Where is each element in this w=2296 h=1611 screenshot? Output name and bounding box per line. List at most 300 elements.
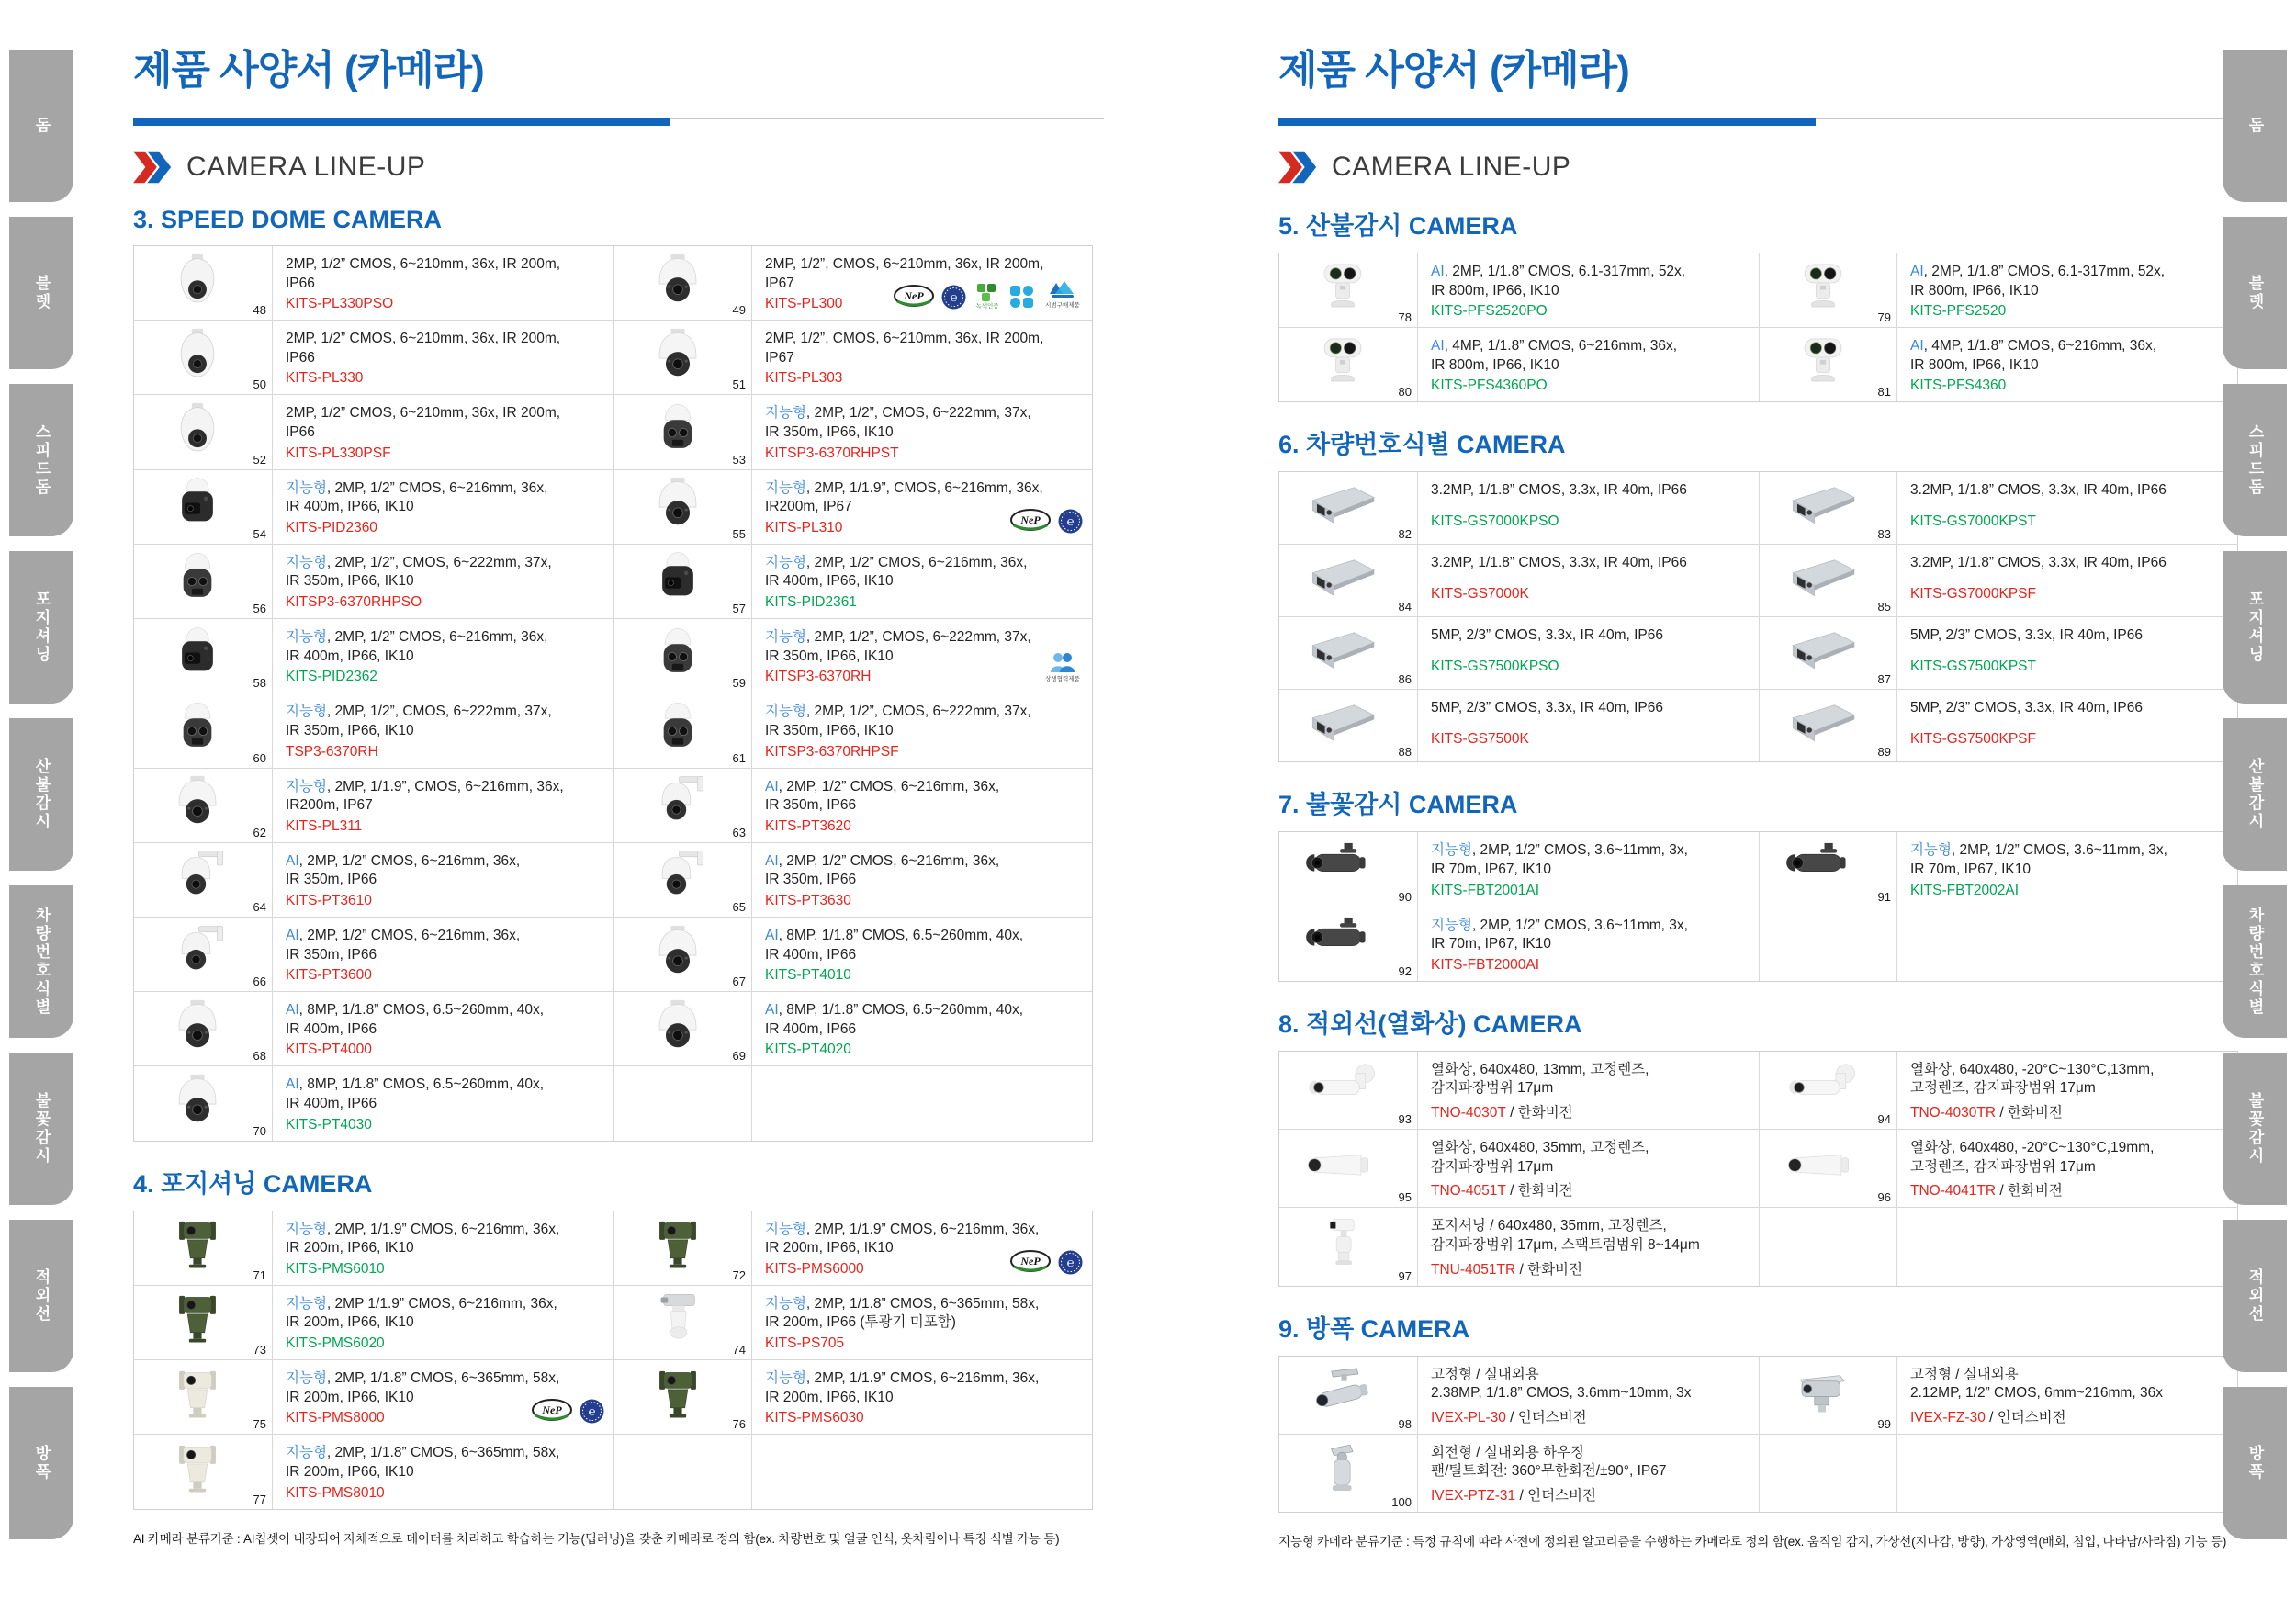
model-code: KITSP3-6370RH (765, 669, 872, 685)
product-spec: 지능형, 2MP, 1/2”, CMOS, 6~222mm, 37x, IR 350m, IP66, IK10 (765, 405, 1031, 441)
nep-badge-icon (531, 1398, 573, 1428)
product-spec: 고정형 / 실내외용 2.12MP, 1/2” CMOS, 6mm~216mm, 36x (1910, 1366, 2163, 1402)
camera-image (155, 1290, 240, 1354)
sidebar-tab-4[interactable]: 산불감시 (9, 718, 73, 871)
camera-image (636, 1216, 720, 1279)
product-spec-cell (272, 918, 613, 991)
model-code: KITS-PS705 (765, 1335, 845, 1352)
lineup-heading: CAMERA LINE-UP (186, 152, 426, 182)
product-image-cell (613, 321, 751, 394)
product-number: 76 (732, 1417, 746, 1432)
page-left (133, 37, 1093, 1547)
product-spec: 지능형, 2MP, 1/1.9” CMOS, 6~216mm, 36x, IR 200m, IP66, IK10 (286, 1221, 560, 1256)
product-spec-cell (1417, 1435, 1759, 1512)
lineup-heading-row (133, 151, 1093, 184)
camera-image (1300, 841, 1385, 897)
model-code: KITS-PT4030 (286, 1116, 372, 1132)
product-spec-cell (751, 321, 1092, 394)
svg-text:℮: ℮ (1066, 1255, 1075, 1269)
svg-text:℮: ℮ (588, 1404, 596, 1419)
sidebar-tab-5[interactable]: 차량번호식별 (2223, 885, 2287, 1038)
model-vendor: / 한화비전 (1996, 1105, 2063, 1121)
product-spec: 포지셔닝 / 640x480, 35mm, 고정렌즈, 감지파장범위 17μm, 스팩트럼범위 8~14μm (1431, 1218, 1700, 1253)
product-spec-cell (272, 321, 613, 394)
section-title: 8. 적외선(열화상) CAMERA (1278, 1009, 1582, 1038)
model-code: KITS-GS7500KPSF (1910, 731, 2036, 748)
product-image-cell (134, 395, 272, 468)
product-number: 87 (1877, 672, 1891, 687)
product-image-cell (1279, 253, 1417, 327)
ep-badge-icon (941, 285, 966, 314)
spec-keyword: AI (1431, 264, 1445, 279)
product-spec-cell (751, 246, 1092, 320)
product-spec: 지능형, 2MP, 1/2” CMOS, 6~216mm, 36x, IR 400m, IP66, IK10 (286, 479, 548, 515)
product-number: 80 (1398, 385, 1412, 400)
product-number: 55 (732, 526, 746, 541)
page-right (1278, 37, 2238, 1549)
product-spec-cell (1896, 690, 2237, 761)
spec-keyword: 지능형 (765, 1370, 806, 1387)
table-row (1279, 616, 2237, 689)
product-image-cell (1759, 545, 1896, 616)
product-number: 50 (253, 377, 266, 392)
product-number: 59 (732, 676, 746, 691)
model-code: IVEX-PTZ-31 (1431, 1487, 1516, 1504)
product-spec: 회전형 / 실내외용 하우징 팬/틸트회전: 360°무한회전/±90°, IP67 (1431, 1444, 1667, 1480)
camera-image (155, 1440, 240, 1504)
product-image-cell (1279, 617, 1417, 689)
product-spec: 5MP, 2/3” CMOS, 3.3x, IR 40m, IP66 (1431, 627, 1663, 644)
table-row (134, 394, 1092, 468)
product-spec-cell (751, 1360, 1092, 1434)
table-row (1279, 253, 2237, 327)
product-section (1278, 1309, 2238, 1513)
product-number: 91 (1877, 889, 1891, 904)
product-spec: 3.2MP, 1/1.8” CMOS, 3.3x, IR 40m, IP66 (1431, 555, 1687, 571)
product-image-cell (1279, 690, 1417, 761)
table-row (1279, 472, 2237, 544)
product-table (1278, 471, 2238, 762)
product-number: 63 (732, 825, 746, 839)
model-code: KITS-PT4020 (765, 1042, 851, 1058)
product-number: 64 (253, 899, 266, 914)
product-number: 77 (253, 1492, 266, 1506)
product-spec-cell (272, 545, 613, 618)
product-spec-cell (272, 1360, 613, 1434)
spec-keyword: AI (286, 1076, 299, 1093)
product-spec: AI, 8MP, 1/1.8” CMOS, 6.5~260mm, 40x, IR 400m, IP66 (765, 927, 1024, 963)
camera-image (1779, 553, 1867, 609)
spec-keyword: 지능형 (286, 704, 327, 720)
empty-cell (1896, 907, 2237, 981)
camera-image (636, 700, 720, 761)
product-spec-cell (272, 992, 613, 1065)
product-number: 92 (1398, 963, 1412, 978)
camera-image (155, 774, 240, 836)
camera-image (636, 476, 720, 537)
certification-badges (893, 279, 1083, 314)
product-spec-cell (272, 619, 613, 693)
camera-image (636, 625, 720, 687)
product-spec-cell (1417, 253, 1759, 327)
product-spec-cell (272, 470, 613, 544)
nep-badge-icon (893, 284, 935, 314)
product-number: 82 (1398, 527, 1412, 542)
product-image-cell (1759, 617, 1896, 689)
product-image-cell (134, 246, 272, 320)
product-image-cell (1279, 1130, 1417, 1207)
product-spec: 5MP, 2/3” CMOS, 3.3x, IR 40m, IP66 (1431, 700, 1663, 716)
product-number: 72 (732, 1267, 746, 1282)
certification-badges (531, 1398, 604, 1428)
product-number: 60 (253, 750, 266, 765)
product-spec: AI, 8MP, 1/1.8” CMOS, 6.5~260mm, 40x, IR 400m, IP66 (765, 1002, 1024, 1037)
sections-right (1278, 206, 2238, 1513)
product-spec-cell (1417, 1130, 1759, 1207)
camera-image (155, 476, 240, 537)
product-number: 52 (253, 452, 266, 467)
product-spec: 지능형, 2MP, 1/2” CMOS, 6~216mm, 36x, IR 400m, IP66, IK10 (765, 554, 1028, 590)
ep-badge-icon (580, 1399, 604, 1428)
sidebar-tab-8[interactable]: 방폭 (9, 1387, 73, 1539)
product-spec-cell (751, 1286, 1092, 1359)
svg-text:상생협력제품: 상생협력제품 (1045, 676, 1080, 683)
model-code: KITS-GS7000KPST (1910, 513, 2036, 530)
product-section (1278, 206, 2238, 402)
spec-keyword: AI (286, 852, 299, 869)
product-spec: AI, 2MP, 1/2” CMOS, 6~216mm, 36x, IR 350m, IP66 (765, 778, 1000, 814)
product-image-cell (1759, 328, 1896, 401)
table-row (134, 544, 1092, 618)
product-spec-cell (272, 1435, 613, 1508)
product-spec-cell (1896, 328, 2237, 401)
double-chevron-icon (1278, 151, 1319, 184)
footnote-right: 지능형 카메라 분류기준 : 특정 규칙에 따라 사전에 정의된 알고리즘을 수행하는 카메라로 정의 함(ex. 움직임 감지, 가상선(지나감, 방향), 가상영역(배회, 침입, 나타남/사라짐) 기능 등) (1278, 1534, 2227, 1549)
sidebar-tab-2[interactable]: 스피드돔 (2223, 384, 2287, 536)
ep-badge-icon (1058, 509, 1083, 538)
spec-keyword: AI (765, 852, 779, 869)
camera-image (155, 849, 240, 910)
model-code: KITS-GS7000KPSO (1431, 513, 1559, 530)
sidebar-tab-8[interactable]: 방폭 (2223, 1387, 2287, 1539)
sidebar-tab-3[interactable]: 포지셔닝 (2223, 551, 2287, 704)
product-spec: AI, 2MP, 1/1.8” CMOS, 6.1-317mm, 52x, IR 800m, IP66, IK10 (1431, 264, 1686, 299)
product-spec: 3.2MP, 1/1.8” CMOS, 3.3x, IR 40m, IP66 (1431, 482, 1687, 499)
empty-cell (613, 1066, 751, 1140)
spec-keyword: 지능형 (286, 554, 327, 570)
product-image-cell (1279, 1052, 1417, 1129)
table-row (1279, 907, 2237, 981)
product-spec: 3.2MP, 1/1.8” CMOS, 3.3x, IR 40m, IP66 (1910, 482, 2167, 499)
camera-image (636, 998, 720, 1060)
spec-keyword: 지능형 (286, 1221, 327, 1237)
product-image-cell (1279, 545, 1417, 616)
spec-keyword: 지능형 (286, 778, 327, 794)
model-code: KITS-PMS8010 (286, 1484, 385, 1501)
model-vendor: / 한화비전 (1515, 1261, 1582, 1278)
product-image-cell (1279, 328, 1417, 401)
camera-image (1779, 698, 1867, 754)
model-code: KITS-PT3630 (765, 892, 851, 908)
spec-keyword: 지능형 (286, 1370, 327, 1387)
product-spec: 지능형, 2MP, 1/2” CMOS, 3.6~11mm, 3x, IR 70m, IP67, IK10 (1431, 917, 1688, 952)
empty-cell (1896, 1435, 2237, 1512)
product-spec-cell (1417, 545, 1759, 616)
product-spec-cell (1417, 1052, 1759, 1129)
spec-keyword: 지능형 (765, 1221, 806, 1237)
product-spec-cell (751, 1211, 1092, 1285)
spec-keyword: 지능형 (765, 405, 806, 422)
product-spec: 5MP, 2/3” CMOS, 3.3x, IR 40m, IP66 (1910, 627, 2143, 644)
sidebar-tab-2[interactable]: 스피드돔 (9, 384, 73, 536)
table-row (1279, 327, 2237, 401)
product-image-cell (1759, 253, 1896, 327)
sidebar-tab-5[interactable]: 차량번호식별 (9, 885, 73, 1038)
camera-image (1299, 698, 1387, 754)
product-number: 49 (732, 303, 746, 318)
model-code: KITS-PL300 (765, 296, 843, 312)
product-number: 53 (732, 452, 746, 467)
product-spec-cell (1417, 1357, 1759, 1434)
product-spec: 지능형, 2MP, 1/1.9” CMOS, 6~216mm, 36x, IR 200m, IP66, IK10 (765, 1221, 1040, 1256)
product-table (1278, 1356, 2238, 1513)
spec-keyword: 지능형 (765, 1295, 806, 1312)
product-image-cell (613, 545, 751, 618)
sidebar-tab-7[interactable]: 적외선 (2223, 1220, 2287, 1372)
spec-keyword: 지능형 (1431, 842, 1472, 859)
camera-image (1300, 1367, 1385, 1423)
model-vendor: / 인더스비전 (1985, 1409, 2066, 1425)
product-spec-cell (751, 769, 1092, 842)
table-row (1279, 1357, 2237, 1434)
product-image-cell (134, 470, 272, 544)
spec-keyword: AI (1910, 264, 1924, 279)
product-spec: 지능형, 2MP, 1/2” CMOS, 3.6~11mm, 3x, IR 70m, IP67, IK10 (1910, 842, 2167, 878)
product-number: 96 (1877, 1190, 1891, 1205)
svg-text:NeP: NeP (1020, 1254, 1041, 1267)
spec-keyword: AI (765, 1002, 779, 1019)
camera-image (155, 625, 240, 687)
camera-image (1299, 553, 1387, 609)
camera-image (1300, 334, 1385, 396)
title-divider (133, 118, 1093, 127)
sidebar-tab-4[interactable]: 산불감시 (2223, 718, 2287, 871)
title-divider (1278, 118, 2238, 127)
camera-image (1781, 841, 1865, 897)
table-row (1279, 544, 2237, 616)
model-code: TNO-4030T (1431, 1105, 1506, 1121)
product-spec-cell (1417, 907, 1759, 981)
model-code: KITS-FBT2000AI (1431, 956, 1540, 973)
product-table (1278, 831, 2238, 981)
product-image-cell (613, 693, 751, 767)
camera-image (636, 401, 720, 463)
model-vendor: / 인더스비전 (1505, 1409, 1587, 1425)
model-vendor: / 한화비전 (1505, 1105, 1573, 1121)
model-code: KITS-PL330PSO (286, 296, 394, 312)
product-section (1278, 424, 2238, 762)
product-spec-cell (1417, 328, 1759, 401)
product-spec: 열화상, 640x480, 35mm, 고정렌즈, 감지파장범위 17μm (1431, 1140, 1649, 1175)
camera-image (1781, 260, 1865, 321)
table-row (134, 991, 1092, 1065)
camera-image (636, 924, 720, 986)
product-number: 90 (1398, 889, 1412, 904)
model-code: KITS-PMS6010 (286, 1260, 385, 1277)
product-image-cell (1759, 472, 1896, 544)
model-code: KITS-PT4010 (765, 967, 851, 984)
product-table (1278, 253, 2238, 402)
product-spec-cell (1896, 617, 2237, 689)
camera-image (1779, 480, 1867, 536)
product-image-cell (613, 395, 751, 468)
product-number: 66 (253, 974, 266, 989)
model-code: TNO-4041TR (1910, 1183, 1997, 1200)
product-spec-cell (272, 1286, 613, 1359)
model-code: KITS-PFS2520PO (1431, 303, 1548, 320)
product-image-cell (134, 918, 272, 991)
product-spec-cell (1417, 472, 1759, 544)
product-image-cell (1759, 1357, 1896, 1434)
section-title: 3. SPEED DOME CAMERA (133, 206, 443, 233)
product-image-cell (1759, 832, 1896, 906)
empty-cell (1759, 907, 1896, 981)
product-section (133, 206, 1093, 1142)
product-number: 78 (1398, 310, 1412, 325)
table-row (134, 842, 1092, 917)
lineup-heading-row (1278, 151, 2238, 184)
camera-image (1781, 334, 1865, 396)
spec-keyword: 지능형 (765, 629, 806, 646)
product-spec: 지능형, 2MP, 1/1.9”, CMOS, 6~216mm, 36x, IR200m, IP67 (286, 778, 564, 814)
model-code: KITS-PFS4360 (1910, 377, 2007, 394)
camera-image (1300, 1141, 1385, 1197)
model-code: KITS-FBT2001AI (1431, 882, 1540, 898)
spec-keyword: 지능형 (765, 704, 806, 720)
product-number: 79 (1877, 310, 1891, 325)
spec-keyword: 지능형 (286, 479, 327, 496)
product-spec: AI, 8MP, 1/1.8” CMOS, 6.5~260mm, 40x, IR 400m, IP66 (286, 1076, 545, 1112)
product-spec: 고정형 / 실내외용 2.38MP, 1/1.8” CMOS, 3.6mm~10mm, 3x (1431, 1366, 1692, 1402)
sidebar-tab-6[interactable]: 불꽃감시 (2223, 1053, 2287, 1205)
sidebar-tab-6[interactable]: 불꽃감시 (9, 1053, 73, 1205)
model-code: KITS-PT3620 (765, 817, 851, 834)
product-number: 88 (1398, 745, 1412, 760)
product-image-cell (134, 321, 272, 394)
product-number: 54 (253, 526, 266, 541)
svg-text:녹색인증: 녹색인증 (975, 303, 999, 310)
ep-badge-icon (1058, 1250, 1083, 1279)
double-chevron-icon (133, 151, 174, 184)
table-row (134, 1285, 1092, 1359)
product-section (1278, 1004, 2238, 1287)
camera-image (1308, 1216, 1378, 1278)
model-code: KITS-GS7500K (1431, 731, 1529, 748)
model-code: KITS-PL310 (765, 519, 843, 535)
product-table (133, 1211, 1093, 1510)
sidebar-tab-0[interactable]: 돔 (2223, 50, 2287, 202)
sidebar-tab-3[interactable]: 포지셔닝 (9, 551, 73, 704)
sidebar-tab-7[interactable]: 적외선 (9, 1220, 73, 1372)
model-code: IVEX-FZ-30 (1910, 1409, 1986, 1425)
product-spec-cell (1417, 690, 1759, 761)
product-image-cell (613, 619, 751, 693)
product-image-cell (613, 918, 751, 991)
sidebar-tab-1[interactable]: 블렛 (9, 217, 73, 369)
product-image-cell (1759, 690, 1896, 761)
camera-image (155, 924, 240, 986)
camera-image (155, 327, 240, 389)
product-image-cell (613, 992, 751, 1065)
product-table (1278, 1051, 2238, 1287)
product-number: 95 (1398, 1190, 1412, 1205)
product-number: 67 (732, 974, 746, 989)
product-number: 83 (1877, 527, 1891, 542)
product-spec: 2MP, 1/2”, CMOS, 6~210mm, 36x, IR 200m, IP67 (765, 331, 1044, 366)
camera-image (155, 998, 240, 1060)
nep-badge-icon (1009, 1249, 1052, 1279)
product-spec: 열화상, 640x480, -20°C~130°C,13mm, 고정렌즈, 감지파장범위 17μm (1910, 1061, 2155, 1097)
product-number: 51 (732, 377, 746, 392)
table-row (134, 917, 1092, 991)
product-spec: 2MP, 1/2” CMOS, 6~210mm, 36x, IR 200m, IP66 (286, 405, 561, 441)
divider-blue-bar (133, 118, 670, 126)
product-image-cell (134, 1286, 272, 1359)
product-spec-cell (272, 769, 613, 842)
divider-gray-line (1816, 118, 2249, 119)
camera-image (155, 1216, 240, 1279)
product-spec-cell (1896, 472, 2237, 544)
coop-badge-icon (1042, 650, 1083, 687)
product-number: 61 (732, 750, 746, 765)
product-number: 68 (253, 1049, 266, 1064)
spec-keyword: 지능형 (286, 1295, 327, 1312)
svg-text:NeP: NeP (904, 289, 924, 303)
product-number: 99 (1877, 1416, 1891, 1431)
product-spec-cell (751, 470, 1092, 544)
product-number: 56 (253, 602, 266, 616)
table-row (134, 618, 1092, 693)
divider-blue-bar (1278, 118, 1816, 126)
product-number: 69 (732, 1049, 746, 1064)
model-code: TSP3-6370RH (286, 743, 378, 760)
product-image-cell (1759, 1130, 1896, 1207)
product-spec: 지능형, 2MP, 1/1.9” CMOS, 6~216mm, 36x, IR 200m, IP66, IK10 (765, 1370, 1040, 1405)
table-row (134, 1211, 1092, 1285)
model-code: KITS-PMS6000 (765, 1260, 864, 1277)
table-row (1279, 1052, 2237, 1129)
model-code: KITS-PT4000 (286, 1042, 372, 1058)
sidebar-tab-0[interactable]: 돔 (9, 50, 73, 202)
product-image-cell (134, 843, 272, 917)
product-spec: 지능형, 2MP, 1/2”, CMOS, 6~222mm, 37x, IR 350m, IP66, IK10 (286, 554, 552, 590)
svg-text:NeP: NeP (542, 1403, 562, 1417)
product-image-cell (613, 769, 751, 842)
camera-image (1299, 625, 1387, 682)
sidebar-tab-1[interactable]: 블렛 (2223, 217, 2287, 369)
product-spec: 지능형, 2MP, 1/1.8” CMOS, 6~365mm, 58x, IR 200m, IP66, IK10 (286, 1445, 560, 1480)
model-code: KITS-GS7500KPST (1910, 659, 2036, 675)
green-badge-icon (973, 281, 1002, 314)
product-image-cell (613, 1360, 751, 1434)
product-number: 86 (1398, 672, 1412, 687)
table-row (134, 469, 1092, 544)
empty-cell (751, 1066, 1092, 1140)
camera-image (636, 849, 720, 910)
product-image-cell (134, 545, 272, 618)
product-image-cell (1279, 1435, 1417, 1512)
model-code: KITSP3-6370RHPSO (286, 594, 422, 611)
